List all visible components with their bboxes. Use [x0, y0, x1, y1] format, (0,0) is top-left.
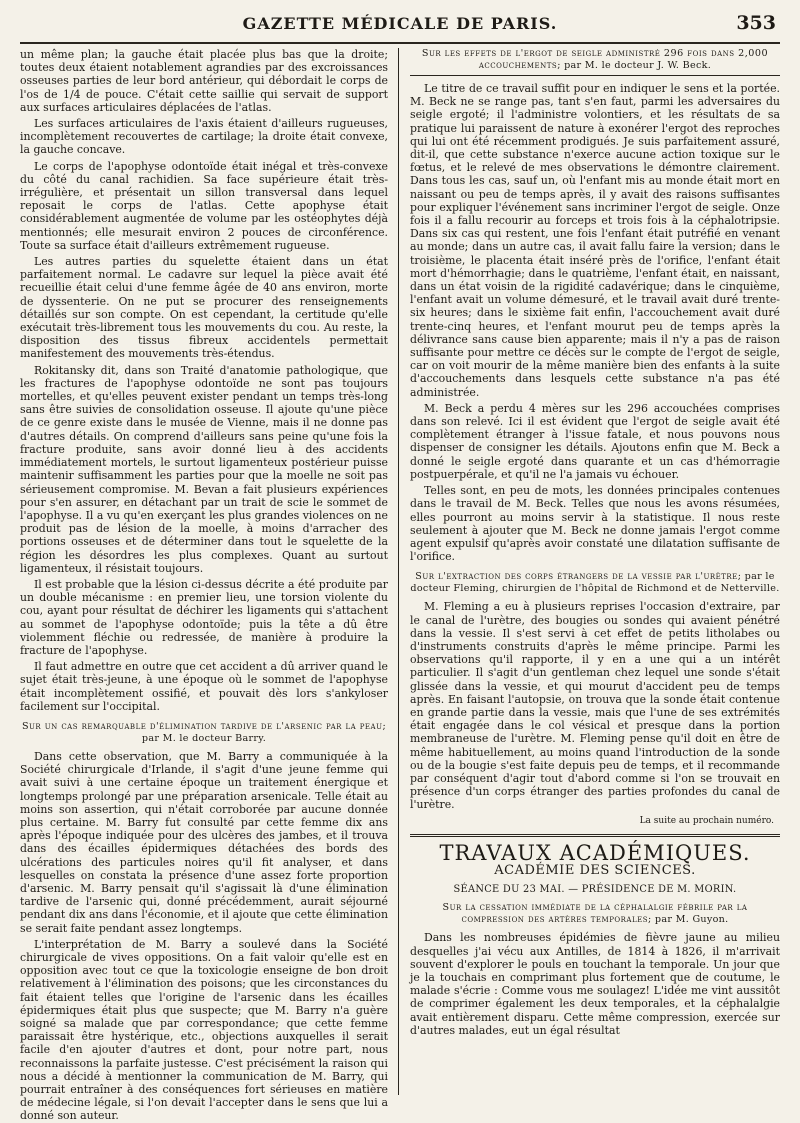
section-subtitle: ACADÉMIE DES SCIENCES.	[494, 862, 696, 878]
article-heading-cephalalgia	[410, 902, 780, 926]
paragraph: Le titre de ce travail suffit pour en indiquer le sens et la portée. M. Beck ne se range pas, tant s'en faut, parmi les adversaires du seigle ergoté; il l'administre volontiers, et les résultats de sa pratique lui paraissent de nature à exonérer l'ergot des reproches qui lui ont été récemment prodigués. Je suis parfaitement assuré, dit-il, que cette substance n'exerce aucune action toxique sur le fœtus, et le relevé de mes observations le démontre clairement. Dans tous les cas, sauf un, où l'enfant mis au monde était mort en naissant ou peu de temps après, il y avait des raisons suffisantes pour expliquer l'événement sans incriminer l'ergot de seigle. Onze fois il a fallu recourir au forceps et trois fois à la céphalotripsie. Dans six cas qui restent, une fois l'enfant était putréfié en venant au monde; dans un autre cas, il avait fallu faire la version; dans le troisième, le placenta était inséré près de l'orifice, l'enfant était mort d'hémorrhagie; dans le quatrième, l'enfant était, en naissant, dans un état voisin de la rigidité cadavérique; dans le cinquième, l'enfant avait un volume démesuré, et le travail avait duré trente-six heures; dans le sixième fait enfin, l'accouchement avait duré trente-cinq heures, et l'enfant mourut peu de temps après la délivrance sans cause bien apparente; mais il n'y a pas de raison suffisante pour mettre ce décès sur le compte de l'ergot de seigle, car on voit mourir de la même manière bien des enfants à la suite d'accouchements dans lesquels cette substance n'a pas été administrée.	[410, 82, 780, 399]
paragraph: Le corps de l'apophyse odontoïde était inégal et très-convexe du côté du canal rachidien. Sa face supérieure était très-irrégulière, et présentait un sillon transversal dans lequel reposait le corps de l'atlas. Cette apophyse était considérablement augmentée de volume par les ostéophytes déjà mentionnés; elle mesurait environ 2 pouces de circonférence. Toute sa surface était d'ailleurs extrêmement rugueuse.	[20, 159, 388, 252]
paragraph: Dans les nombreuses épidémies de fièvre jaune au milieu desquelles j'ai vécu aux Antilles, de 1814 à 1826, il m'arrivait souvent d'explorer le pouls en touchant la temporale. Un jour que je la touchais en comprimant plus fortement que de coutume, le malade s'écrie : Comme vous me soulagez! L'idée me vint aussitôt de comprimer également les deux temporales, et la céphalalgie avait entièrement disparu. Cette même compression, exercée sur d'autres malades, eut un égal résultat	[410, 931, 780, 1037]
heading-author: ; par le docteur Fleming, chirurgien de l'hôpital de Richmond et de Netterville.	[410, 571, 780, 595]
heading-caps: Sur un cas remarquable d'élimination tardive de l'arsenic par la peau	[21, 720, 383, 732]
heading-caps: Sur les effets de l'ergot de seigle administré 296 fois dans 2,000 accouchements	[421, 48, 769, 71]
academic-section	[410, 834, 780, 897]
heading-author: ; par M. le docteur J. W. Beck.	[557, 60, 712, 71]
article-heading-arsenic	[20, 721, 388, 745]
heading-author: ; par M. le docteur Barry.	[141, 720, 387, 744]
paragraph: Rokitansky dit, dans son Traité d'anatomie pathologique, que les fractures de l'apophyse odontoïde ne sont pas toujours mortelles, et qu'elles peuvent exister pendant un temps très-long sans être suivies de consolidation osseuse. Il ajoute qu'une pièce de ce genre existe dans le musée de Vienne, mais il ne donne pas d'autres détails. On comprend d'ailleurs sans peine qu'une fois la fracture produite, sans avoir donné lieu à des accidents immédiatement mortels, le surtout ligamenteux postérieur puisse maintenir suffisamment les parties pour que la moelle ne soit pas sérieusement compromise. M. Bevan a fait plusieurs expériences pour s'en assurer, en détachant par un trait de scie le sommet de l'apophyse. Il a vu qu'en exerçant les plus grandes violences on ne produit pas de lésion de la moelle, à moins d'arracher des portions osseuses et de déterminer dans tout le squelette de la région les désordres les plus complexes. Quant au surtout ligamenteux, il résistait toujours.	[20, 363, 388, 575]
right-column	[410, 48, 780, 1095]
section-title: TRAVAUX ACADÉMIQUES.	[439, 840, 751, 865]
paragraph: Les autres parties du squelette étaient dans un état parfaitement normal. Le cadavre sur lequel la pièce avait été recueillie était celui d'une femme âgée de 40 ans environ, morte de dyssenterie. On ne put se procurer des renseignements détaillés sur son compte. On est cependant, la certitude qu'elle exécutait très-librement tous les mouvements du cou. Au reste, la disposition des tissus fibreux accidentels permettait manifestement des mouvements très-étendus.	[20, 255, 388, 361]
journal-title: GAZETTE MÉDICALE DE PARIS.	[242, 14, 558, 33]
heading-caps: Sur l'extraction des corps étrangers de la vessie par l'urètre	[415, 571, 738, 583]
paragraph: Il est probable que la lésion ci-dessus décrite a été produite par un double mécanisme : en premier lieu, une torsion violente du cou, ayant pour résultat de déchirer les ligaments qui s'attachent au sommet de l'apophyse odontoïde; puis la tête a dû être violemment fléchie ou redressée, de manière à produire la fracture de l'apophyse.	[20, 577, 388, 657]
heading-caps: Sur la cessation immédiate de la céphalalgie fébrile par la compression des artères temporales	[442, 902, 748, 926]
paragraph: Les surfaces articulaires de l'axis étaient d'ailleurs rugueuses, incomplètement recouvertes de cartilage; la droite était convexe, la gauche concave.	[20, 117, 388, 157]
left-column	[20, 48, 388, 1123]
article-heading-ergot	[410, 48, 780, 76]
continued-note: La suite au prochain numéro.	[639, 815, 774, 826]
session-line: SÉANCE DU 23 MAI. — PRÉSIDENCE DE M. MORIN.	[453, 884, 737, 896]
column-divider	[398, 48, 399, 1095]
paragraph: M. Beck a perdu 4 mères sur les 296 accouchées comprises dans son relevé. Ici il est évident que l'ergot de seigle avait été complètement étranger à l'issue fatale, et nous pouvons nous dispenser de consigner les détails. Ajoutons enfin que M. Beck a donné le seigle ergoté dans quarante et un cas d'hémorragie postpuerpérale, et qu'il ne l'a jamais vu échouer.	[410, 401, 780, 481]
paragraph: L'interprétation de M. Barry a soulevé dans la Société chirurgicale de vives oppositions. On a fait valoir qu'elle est en opposition avec tout ce que la toxicologie enseigne de bon droit relativement à l'élimination des poisons; que les circonstances du fait étaient telles que l'origine de l'arsenic dans les écailles épidermiques était plus que suspecte; que M. Barry n'a guère soigné sa malade que par correspondance; que cette femme paraissait être hystérique, etc., objections auxquelles il serait facile d'en ajouter d'autres et dont, pour notre part, nous reconnaissons la parfaite justesse. C'est précisément la raison qui nous a décidé à mentionner la communication de M. Barry, qui pourrait entraîner à des conséquences fort sérieuses en matière de médecine légale, si l'on devait l'accepter dans le sens que lui a donné son auteur.	[20, 937, 388, 1123]
paragraph: Dans cette observation, que M. Barry a communiquée à la Société chirurgicale d'Irlande, il s'agit d'une jeune femme qui avait suivi à une certaine époque un traitement énergique et longtemps prolongé par une préparation arsenicale. Telle était au moins son assertion, qui n'était corroborée par aucune donnée plus certaine. M. Barry fut consulté par cette femme dix ans après l'époque indiquée pour des ulcères des jambes, et il trouva dans des écailles épidermiques détachées des bords des ulcérations des particules noires qu'il fit analyser, et dans lesquelles on constata la présence d'une assez forte proportion d'arsenic. M. Barry pensait qu'il s'agissait là d'une élimination tardive de l'arsenic qui, donné précédemment, aurait séjourné pendant dix ans dans l'économie, et il ajoute que cette élimination se serait faite pendant assez longtemps.	[20, 749, 388, 935]
paragraph: Telles sont, en peu de mots, les données principales contenues dans le travail de M. Beck. Telles que nous les avons résumées, elles pourront au moins servir à la statistique. Il nous reste seulement à ajouter que M. Beck ne donne jamais l'ergot comme agent expulsif qu'après avoir constaté une dilatation suffisante de l'orifice.	[410, 484, 780, 564]
paragraph: M. Fleming a eu à plusieurs reprises l'occasion d'extraire, par le canal de l'urètre, des bougies ou sondes qui avaient pénétré dans la vessie. Il s'est servi à cet effet de petits litholabes ou d'instruments construits d'après le même principe. Parmi les observations qu'il rapporte, il y en a une qui a un intérêt particulier. Il s'agit d'un gentleman chez lequel une sonde s'était glissée dans la vessie, et qui mourut d'accident peu de temps après. En faisant l'autopsie, on trouva que la sonde était contenue en grande partie dans la vessie, mais que l'une de ses extrémités était engagée dans le col vésical et presque dans la portion membraneuse de l'urètre. M. Fleming pense qu'il doit en être de même habituellement, au moins quand l'introduction de la sonde ou de la bougie s'est faite depuis peu de temps, et il recommande par conséquent d'agir tout d'abord comme si l'on se trouvait en présence d'un corps étranger des parties profondes du canal de l'urètre.	[410, 600, 780, 812]
paragraph: un même plan; la gauche était placée plus bas que la droite; toutes deux étaient notablement agrandies par des excroissances osseuses parties de leur bord antérieur, qui débordait le corps de l'os de 1/4 de pouce. C'était cette saillie qui servait de support aux surfaces articulaires déplacées de l'atlas.	[20, 48, 388, 114]
article-heading-bladder	[410, 571, 780, 595]
heading-author: ; par M. Guyon.	[648, 914, 729, 926]
paragraph: Il faut admettre en outre que cet accident a dû arriver quand le sujet était très-jeune, à une époque où le sommet de l'apophyse était incomplètement ossifié, et pouvait dès lors s'ankyloser facilement sur l'occipital.	[20, 660, 388, 713]
page-number: 353	[736, 12, 776, 34]
page-header	[20, 10, 780, 44]
